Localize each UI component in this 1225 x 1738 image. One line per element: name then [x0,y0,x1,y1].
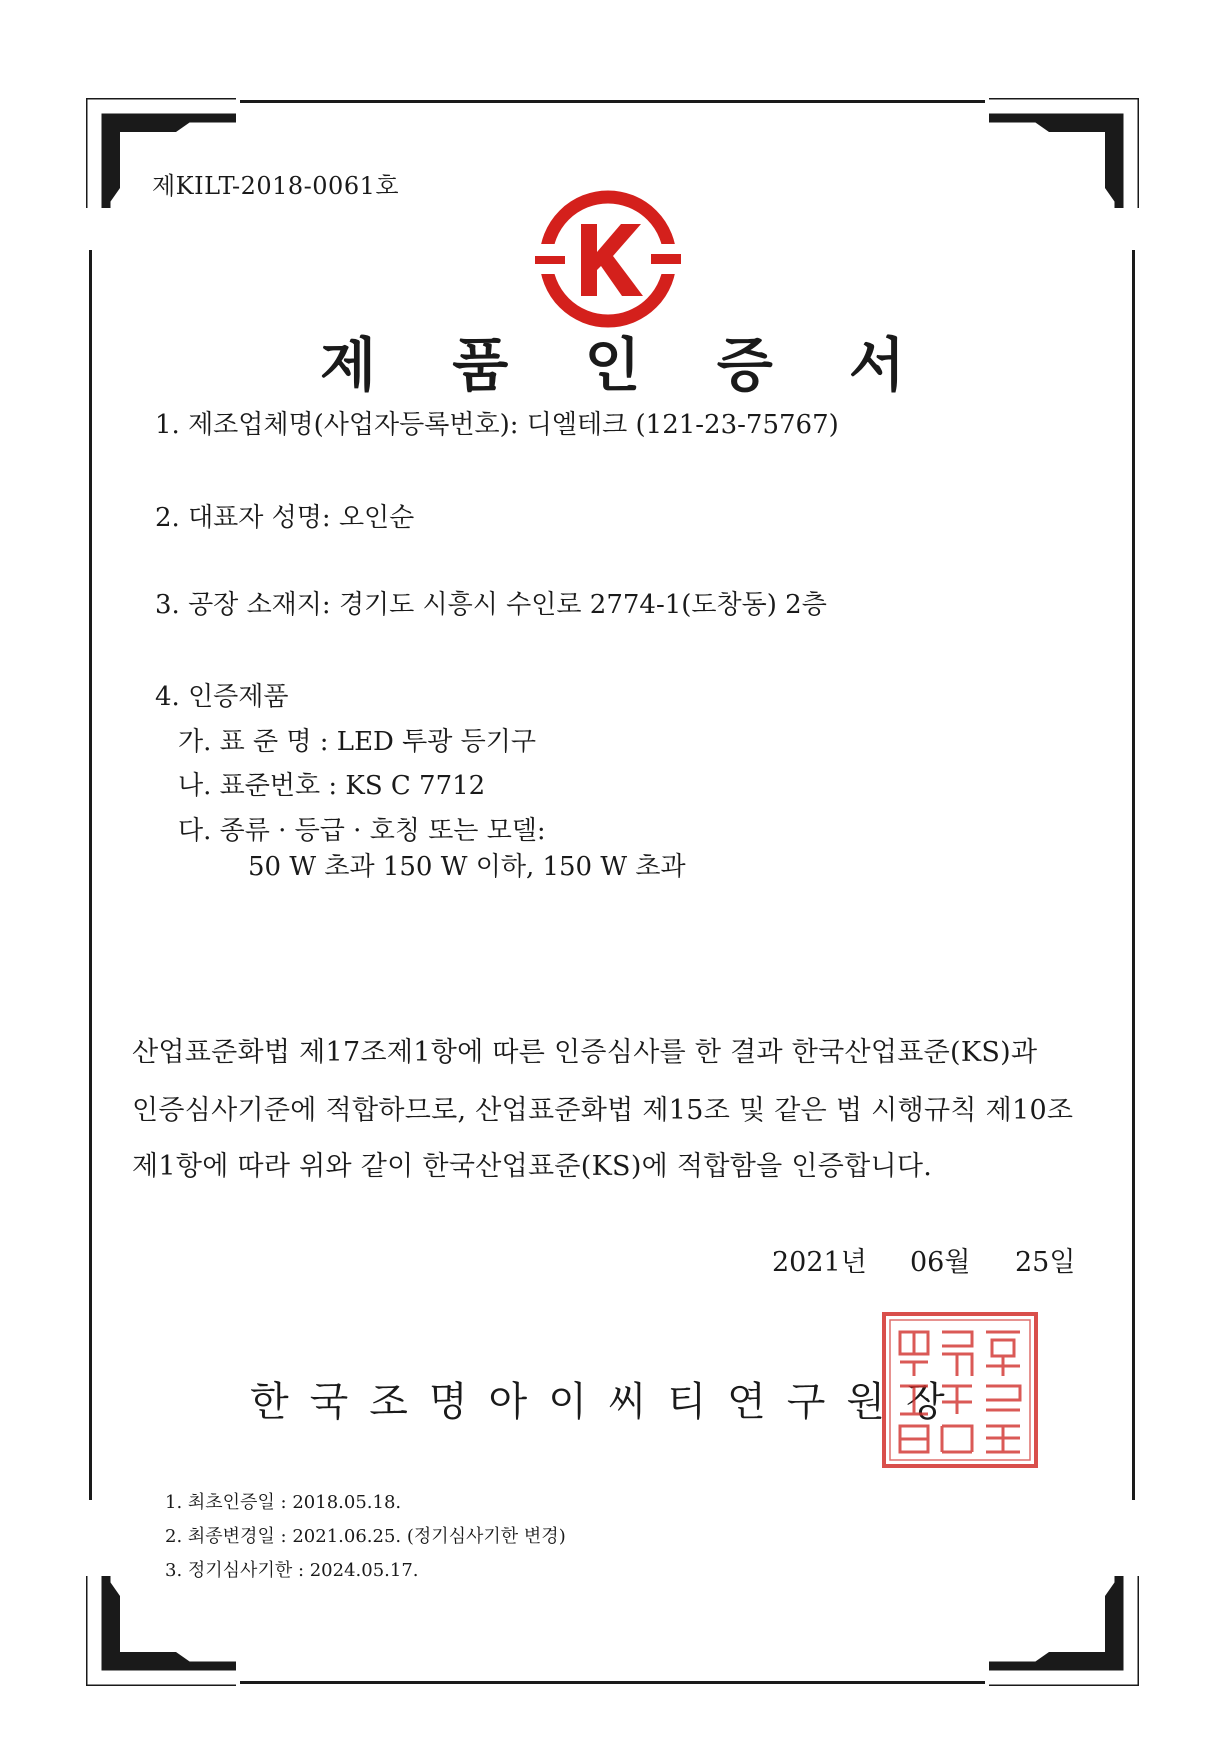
certificate-title: 제 품 인 증 서 [320,331,933,399]
footnote-periodic-review-deadline: 3. 정기심사기한 : 2024.05.17. [165,1560,419,1581]
ks-mark-logo [533,184,683,334]
corner-ornament-bottom-left [86,1576,236,1686]
frame-left-line [89,250,92,1500]
item-model-value: 50 W 초과 150 W 이하, 150 W 초과 [248,852,686,882]
item-manufacturer: 1. 제조업체명(사업자등록번호): 디엘테크 (121-23-75767) [155,410,839,440]
corner-ornament-top-right [989,98,1139,208]
footnote-first-certification: 1. 최초인증일 : 2018.05.18. [165,1492,402,1513]
statement-line-3: 제1항에 따라 위와 같이 한국산업표준(KS)에 적합함을 인증합니다. [132,1151,933,1182]
item-standard-name: 가. 표 준 명 : LED 투광 등기구 [178,727,537,757]
item-representative: 2. 대표자 성명: 오인순 [155,503,415,533]
statement-line-2: 인증심사기준에 적합하므로, 산업표준화법 제15조 및 같은 법 시행규칙 제10조 [132,1095,1074,1126]
frame-top-line [240,100,985,103]
statement-line-1: 산업표준화법 제17조제1항에 따른 인증심사를 한 결과 한국산업표준(KS)과 [132,1037,1038,1068]
certificate-number: 제KILT-2018-0061호 [152,172,400,200]
date-day: 25일 [1015,1247,1076,1278]
item-model-heading: 다. 종류 · 등급 · 호칭 또는 모델: [178,816,546,846]
issuer-name: 한국조명아이씨티연구원장 [250,1379,966,1425]
corner-ornament-bottom-right [989,1576,1139,1686]
item-standard-number: 나. 표준번호 : KS C 7712 [178,771,486,801]
official-seal-stamp [880,1310,1040,1470]
footnote-last-change: 2. 최종변경일 : 2021.06.25. (정기심사기한 변경) [165,1526,566,1547]
date-month: 06월 [910,1247,971,1278]
frame-bottom-line [240,1681,985,1684]
item-certified-product-heading: 4. 인증제품 [155,682,289,712]
item-factory-address: 3. 공장 소재지: 경기도 시흥시 수인로 2774-1(도창동) 2층 [155,590,827,620]
date-year: 2021년 [772,1247,867,1278]
frame-right-line [1132,250,1135,1500]
